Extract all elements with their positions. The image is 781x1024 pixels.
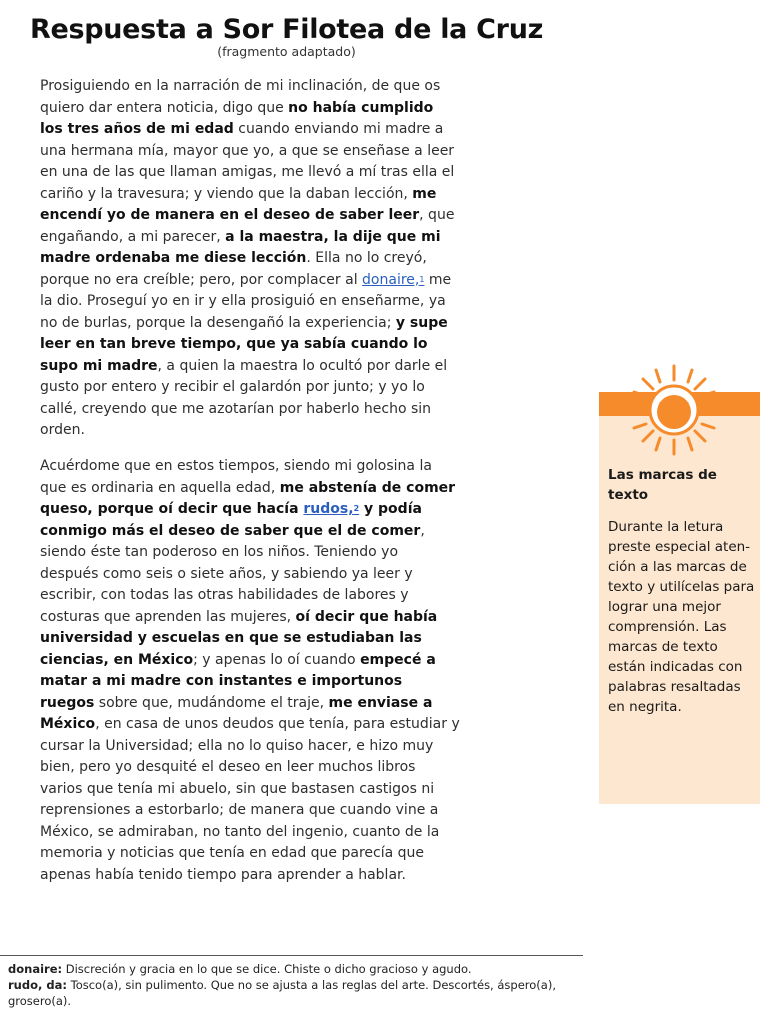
- footnote-term: donaire:: [8, 962, 63, 976]
- sidebar-heading: Las marcas de texto: [608, 467, 717, 503]
- footnotes: [0, 955, 583, 1009]
- paragraph-text: ; y apenas lo oí cuando: [193, 651, 361, 668]
- text-mark-bold: me encendí yo de manera en el deseo de saber leer: [40, 185, 437, 223]
- footnote-donaire: [8, 961, 575, 977]
- glossary-link[interactable]: donaire,$^1$: [362, 271, 425, 288]
- text-mark-bold: y supe leer en tan breve tiempo, que ya sabía cuando lo supo mi madre: [40, 314, 448, 374]
- paragraph-text: Acuérdome que en estos tiempos, siendo mi golosina la que es ordinaria en aquella edad,: [40, 458, 432, 496]
- text-mark-bold: me abstenía de comer queso, porque oí decir que hacía: [40, 479, 456, 517]
- footnote-marker: 2: [353, 504, 360, 513]
- text-mark-bold: empecé a matar a mi madre con instantes e importunos ruegos: [40, 651, 436, 711]
- paragraph-text: , a quien la maestra lo ocultó por darle el gusto por entero y recibir el galardón por junto; y yo lo callé, creyendo que me azotarían por haberlo hecho sin orden.: [40, 357, 448, 438]
- text-mark-bold: me enviase a México: [40, 694, 433, 732]
- text-mark-bold: y podía conmigo más el deseo de saber que el de comer: [40, 501, 422, 539]
- sun-icon: [624, 360, 724, 460]
- page-title: Respuesta a Sor Filotea de la Cruz: [29, 14, 544, 45]
- footnote-definition: Tosco(a), sin pulimento. Que no se ajusta a las reglas del arte. Descortés, áspero(a), grosero(a).: [8, 978, 556, 1008]
- page-subtitle: (fragmento adaptado): [217, 44, 356, 59]
- paragraph-text: sobre que, mudándome el traje,: [94, 694, 329, 711]
- paragraph-text: cuando enviando mi madre a una hermana mía, mayor que yo, a que se enseñase a leer en una de las que llaman amigas, me llevó a mí tras ella el cariño y la travesura; y viendo que la daban lección,: [40, 121, 455, 202]
- text-mark-bold: oí decir que había universidad y escuelas en que se estudiaban las ciencias, en México: [40, 608, 438, 668]
- paragraph-text: . Ella no lo creyó, porque no era creíble; pero, por complacer al: [40, 250, 427, 288]
- paragraph-text: , en casa de unos deudos que tenía, para estudiar y cursar la Universidad; ella no lo quiso hacer, e hizo muy bien, pero yo desquité el deseo en leer muchos libros varios que tenía mi abuelo, sin que bastasen castigos ni reprensiones a estorbarlo; de manera que cuando vine a México, se admiraban, no tanto del ingenio, cuanto de la memoria y noticias que tenía en edad que parecía que apenas había tenido tiempo para aprender a hablar.: [40, 716, 460, 883]
- footnote-term: rudo, da:: [8, 978, 67, 992]
- text-mark-bold: no había cumplido los tres años de mi edad: [40, 99, 434, 137]
- text-mark-bold: a la maestra, la dije que mi madre ordenaba me diese lección: [40, 228, 441, 266]
- footnote-definition: Discreción y gracia en lo que se dice. Chiste o dicho gracioso y agudo.: [62, 962, 472, 976]
- footnote-marker: 1: [419, 274, 425, 284]
- paragraph-text: Prosiguiendo en la narración de mi inclinación, de que os quiero dar entera noticia, digo que: [40, 78, 441, 116]
- paragraph-1: [40, 76, 460, 442]
- paragraph-text: , siendo éste tan poderoso en los niños. Teniendo yo después como seis o siete años, y sabiendo ya leer y escribir, con todas las otras habilidades de labores y costuras que aprenden las mujeres,: [40, 522, 425, 625]
- paragraph-text: me la dio. Proseguí yo en ir y ella prosiguió en enseñarme, ya no de burlas, porque la desengañó la experiencia;: [40, 271, 452, 331]
- paragraph-2: [40, 456, 460, 886]
- footnote-rudo: [8, 977, 575, 1009]
- sidebar-body: Durante la letura preste especial aten-ción a las marcas de texto y utilícelas para lograr una mejor comprensión. Las marcas de texto están indicadas con palabras resaltadas en negrita.: [608, 519, 755, 715]
- glossary-link[interactable]: rudos,$^2$: [303, 501, 360, 517]
- paragraph-text: , que engañando, a mi parecer,: [40, 207, 455, 245]
